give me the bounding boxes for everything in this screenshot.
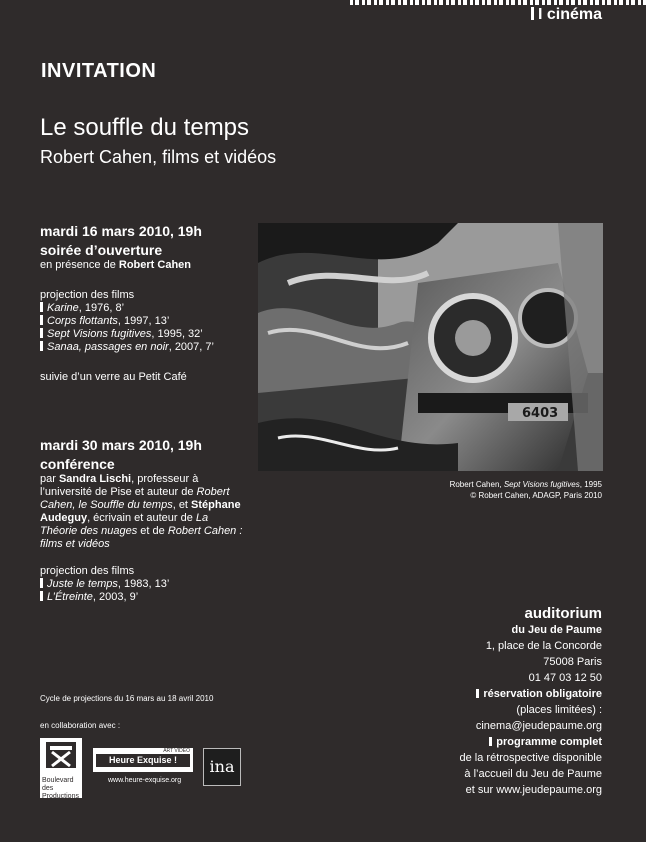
event-name: conférence [40, 456, 115, 472]
venue-phone: 01 47 03 12 50 [528, 672, 602, 684]
film-item [40, 341, 250, 354]
film-item [40, 591, 245, 604]
programme-line2: à l’accueil du Jeu de Paume [464, 768, 602, 780]
event-opening [40, 223, 250, 384]
cycle-dates: Cycle de projections du 16 mars au 18 avril 2010 [40, 694, 214, 703]
invitation-heading: INVITATION [41, 60, 157, 82]
bullet-bar [40, 315, 43, 325]
film-title: Juste le temps [47, 578, 118, 590]
programme-heading: programme complet [460, 734, 602, 750]
event-description: par Sandra Lischi, professeur à l’université de Pise et auteur de Robert Cahen, le Souffle du temps, et Stéphane Audeguy, écrivain et auteur de La Théorie des nuages et de Robert Cahen : films et vidéos [40, 473, 243, 550]
contact-email[interactable]: cinema@jeudepaume.org [475, 720, 602, 732]
venue-info [460, 605, 602, 798]
bullet-bar [40, 591, 43, 601]
film-details: , 1997, 13’ [117, 315, 170, 327]
venue-address: 1, place de la Concorde [485, 640, 602, 652]
event-conference [40, 437, 245, 604]
venue-sub: du Jeu de Paume [511, 624, 602, 636]
website-link[interactable]: www.jeudepaume.org [496, 784, 602, 796]
page-title: Le souffle du temps [40, 114, 250, 141]
event-name: soirée d’ouverture [40, 242, 163, 258]
film-list [40, 578, 245, 604]
heure-exquise-logo: ART VIDEO Heure Exquise ! [93, 748, 193, 772]
page-subtitle: Robert Cahen, films et vidéos [40, 147, 277, 167]
event-presence: en présence de Robert Cahen [40, 259, 192, 271]
event-date: mardi 16 mars 2010, 19h [40, 223, 202, 239]
venue-city: 75008 Paris [543, 656, 602, 668]
film-title: Sept Visions fugitives [47, 328, 152, 340]
venue-name: auditorium [524, 605, 602, 622]
event-date: mardi 30 mars 2010, 19h [40, 437, 202, 453]
ina-logo: ina [203, 748, 241, 786]
bullet-bar [40, 302, 43, 312]
collaboration-label: en collaboration avec : [40, 721, 121, 730]
locomotive-image [258, 223, 603, 471]
film-item [40, 302, 250, 315]
film-title: Sanaa, passages en noir [47, 341, 169, 353]
photo-caption: Robert Cahen, Sept Visions fugitives, 1995 © Robert Cahen, ADAGP, Paris 2010 [449, 480, 602, 500]
programme-line3: et sur www.jeudepaume.org [465, 784, 602, 796]
clapper-icon [40, 738, 82, 772]
section-tag: I cinéma [531, 6, 602, 24]
film-title: Corps flottants [47, 315, 118, 327]
film-details: , 1983, 13’ [117, 578, 170, 590]
heure-exquise-url: www.heure-exquise.org [108, 777, 182, 784]
film-details: , 2003, 9’ [92, 591, 139, 603]
followed-text: suivie d’un verre au Petit Café [40, 371, 187, 383]
decorative-strip [350, 0, 646, 5]
film-list [40, 302, 250, 354]
plate-number: 6403 [522, 406, 559, 421]
bullet-bar [40, 578, 43, 588]
film-item [40, 328, 250, 341]
bullet-bar [40, 328, 43, 338]
films-heading: projection des films [40, 289, 135, 301]
programme-line1: de la rétrospective disponible [459, 752, 602, 764]
film-title: L’Étreinte [47, 591, 93, 603]
bullet-bar [40, 341, 43, 351]
reservation-heading: réservation obligatoire [460, 686, 602, 702]
film-item [40, 315, 250, 328]
films-heading: projection des films [40, 565, 135, 577]
film-details: , 1976, 8’ [78, 302, 125, 314]
film-details: , 1995, 32’ [151, 328, 203, 340]
boulevard-logo: Boulevard des Productions [40, 738, 82, 798]
film-still-image [258, 223, 603, 471]
film-details: , 2007, 7’ [168, 341, 214, 353]
film-title: Karine [47, 302, 79, 314]
reservation-note: (places limitées) : [516, 704, 602, 716]
film-item [40, 578, 245, 591]
